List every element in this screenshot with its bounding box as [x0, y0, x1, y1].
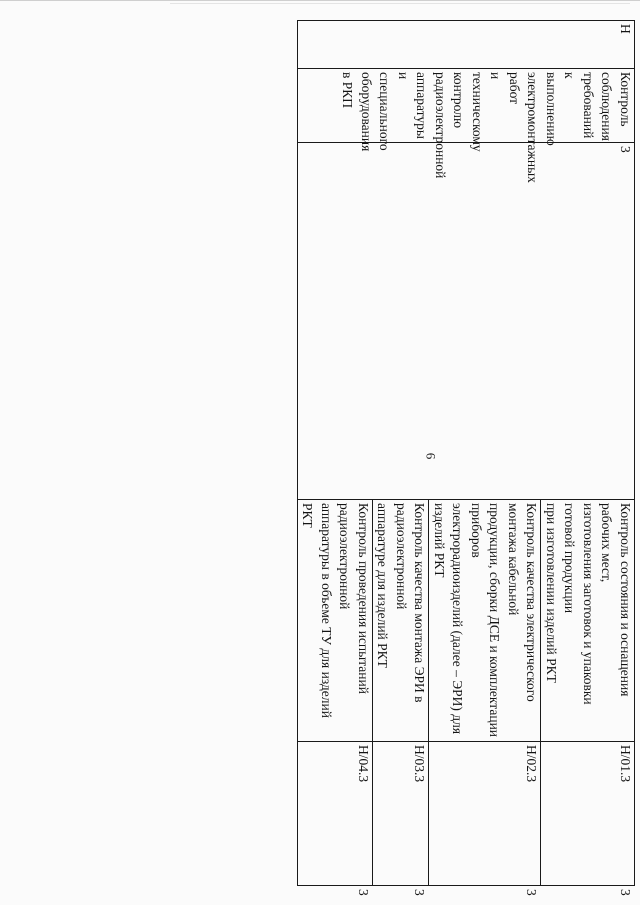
function-name-cell: [298, 500, 373, 742]
function-name-cell: [373, 500, 430, 742]
function-code: Н/01.3: [618, 745, 633, 783]
function-code-cell: [298, 742, 373, 886]
functions-table: [297, 20, 635, 896]
function-code: Н/02.3: [524, 745, 540, 783]
page-number: 6: [423, 452, 439, 460]
table-row: Контроль качества электрического монтажа кабельной продукции, сборки ДСЕ и комплектации приборов электрорадиоизделий (далее – ЭРИ) для изделий РКТ Н/02.3 3: [429, 21, 541, 886]
function-name-cell: [541, 500, 635, 742]
table-row: Н Контроль соблюдения требований к выполнению электромонтажных работ и техническому контролю радиоэлектронной аппаратуры и специального оборудования в РКП 3 Контроль состояния и оснащения рабочих мест, изготовления заготовок и упаковки готовой продукции при изготовлении изделий РКТ Н/01.3 3: [541, 21, 635, 886]
group-level: 3: [618, 146, 633, 153]
function-code-cell: [429, 742, 541, 886]
scan-edge-line: [170, 3, 630, 4]
group-code: Н: [618, 24, 633, 34]
group-name: Контроль соблюдения требований к выполнению электромонтажных работ и техническому контролю радиоэлектронной аппаратуры и специального оборудования в РКП: [340, 72, 633, 183]
group-code-cell: [298, 21, 635, 69]
function-name: Контроль проведения испытаний радиоэлектронной аппаратуры в объеме ТУ для изделий РКТ: [300, 503, 371, 718]
function-name: Контроль состояния и оснащения рабочих мест, изготовления заготовок и упаковки готовой продукции при изготовлении изделий РКТ: [544, 503, 633, 705]
function-code-cell: [541, 742, 635, 886]
group-name-cell: [298, 69, 635, 183]
function-name: Контроль качества монтажа ЭРИ в радиоэлектронной аппаратуре для изделий РКТ: [375, 503, 428, 703]
scan-edge-line: [0, 0, 640, 1]
function-code: Н/03.3: [412, 745, 428, 783]
function-name: Контроль качества электрического монтажа кабельной продукции, сборки ДСЕ и комплектации приборов электрорадиоизделий (далее – ЭРИ) для изделий РКТ: [432, 503, 540, 738]
table-row: Контроль проведения испытаний радиоэлектронной аппаратуры в объеме ТУ для изделий РКТ Н/04.3 3: [298, 21, 373, 886]
group-level-cell: [298, 143, 635, 500]
function-code-cell: [373, 742, 430, 886]
rotated-table-wrapper: [57, 20, 635, 896]
function-name-cell: [429, 500, 541, 742]
table-row: Контроль качества монтажа ЭРИ в радиоэлектронной аппаратуре для изделий РКТ Н/03.3 3: [373, 21, 430, 886]
function-code: Н/04.3: [356, 745, 371, 783]
